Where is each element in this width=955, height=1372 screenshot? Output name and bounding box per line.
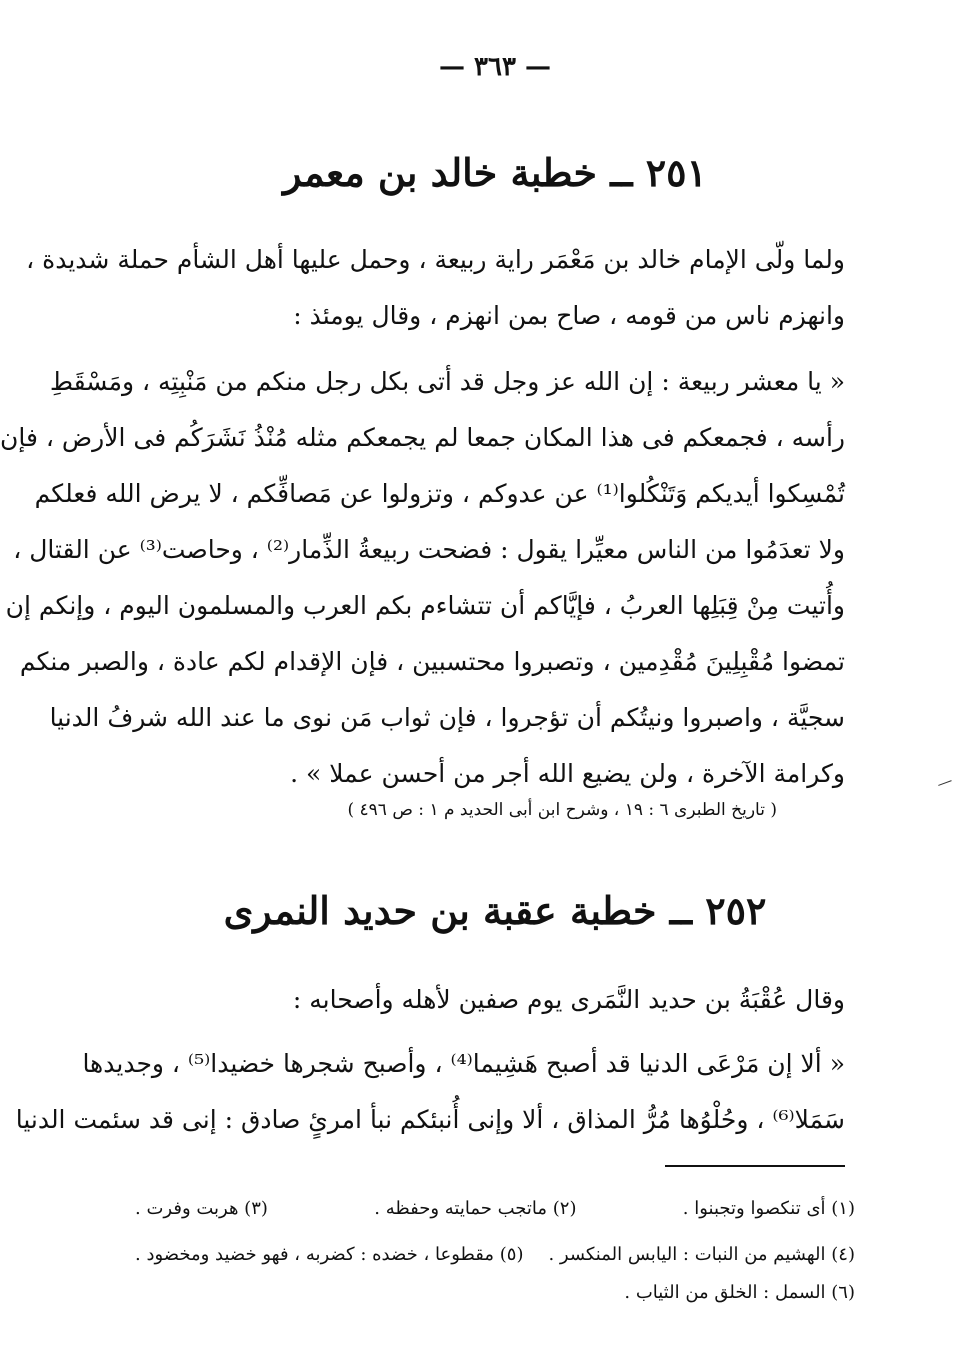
section-heading-252: ٢٥٢ ــ خطبة عقبة بن حديد النمرى [223, 888, 767, 933]
speech-line: رأسه ، فجمعكم فى هذا المكان جمعا لم يجمعكم مثله مُنْذُ نَشَرَكُم فى الأرض ، فإن [0, 423, 845, 452]
footnote-3: (٣) هربت وفرت . [135, 1198, 268, 1219]
speech-line: وأُتيت مِنْ قِبَلِها العربُ ، فإيَّاكم أن تتشاءم بكم العرب والمسلمون اليوم ، وإنكم إن [5, 591, 845, 620]
speech-line: « يا معشر ربيعة : إن الله عز وجل قد أتى بكل رجل منكم من مَنْبِتِه ، ومَسْقَطِ [49, 367, 845, 396]
paragraph-line: وقال عُقْبَةُ بن حديد النَّمَرى يوم صفين لأهله وأصحابه : [292, 985, 845, 1014]
paragraph-line: ولما ولّى الإمام خالد بن مَعْمَر راية ربيعة ، وحمل عليها أهل الشأم حملة شديدة ، [26, 245, 845, 274]
footnote-5: (٥) مقطوعا ، خضده : كضربه ، فهو خضيد ومخضود . [135, 1244, 524, 1265]
page-number: — ٣٦٣ — [438, 52, 552, 82]
footnote-4: (٤) الهشيم من النبات : اليابس المنكسر . [548, 1244, 855, 1265]
footnote-6: (٦) السمل : الخلق من الثياب . [624, 1282, 855, 1303]
section-heading-251: ٢٥١ ــ خطبة خالد بن معمر [283, 150, 707, 195]
speech-line: تمضوا مُقْبِلِينَ مُقْدِمين ، وتصبروا محتسبين ، فإن الإقدام لكم عادة ، والصبر منكم [19, 647, 845, 676]
speech-line: « ألا إن مَرْعَى الدنيا قد أصبح هَشِيما⁽⁴⁾ ، وأصبح شجرها خضيدا⁽⁵⁾ ، وجديدها [82, 1049, 845, 1078]
footnote-2: (٢) ماتجب حمايته وحفظه . [374, 1198, 577, 1219]
footnote-1: (١) أى تنكصوا وتجبنوا . [682, 1198, 855, 1219]
speech-line: تُمْسِكوا أيديكم وَتَنْكُلوا⁽¹⁾ عن عدوكم ، وتزولوا عن مَصافِّكم ، لا يرض الله فعلكم [34, 479, 845, 508]
footnote-divider [665, 1165, 845, 1167]
speech-line: سجيَّة ، واصبروا ونيتُكم أن تؤجروا ، فإن ثواب مَن نوى ما عند الله شرفُ الدنيا [49, 703, 845, 732]
source-citation: ( تاريخ الطبرى ٦ : ١٩ ، وشرح ابن أبى الحديد م ١ : ص ٤٩٦ ) [347, 800, 777, 820]
speech-line: وكرامة الآخرة ، ولن يضيع الله أجر من أحسن عملا » . [290, 759, 845, 788]
paragraph-line: وانهزم ناس من قومه ، صاح بمن انهزم ، وقال يومئذ : [293, 301, 845, 330]
footnote-row [135, 1198, 855, 1219]
footnote-row [135, 1244, 855, 1265]
speech-line: ولا تعدَمُوا من الناس معيِّرا يقول : فضحت ربيعةُ الذِّمار⁽²⁾ ، وحاصت⁽³⁾ عن القتال ، [13, 535, 845, 564]
footnote-row [135, 1282, 855, 1303]
speech-line: سَمَلا⁽⁶⁾ ، وحُلْوُها مُرُّ المذاق ، ألا وإنى أُنبئكم نبأ امرئٍ صادق : إنى قد سئمت الدنيا [15, 1105, 845, 1134]
margin-mark [938, 780, 955, 803]
